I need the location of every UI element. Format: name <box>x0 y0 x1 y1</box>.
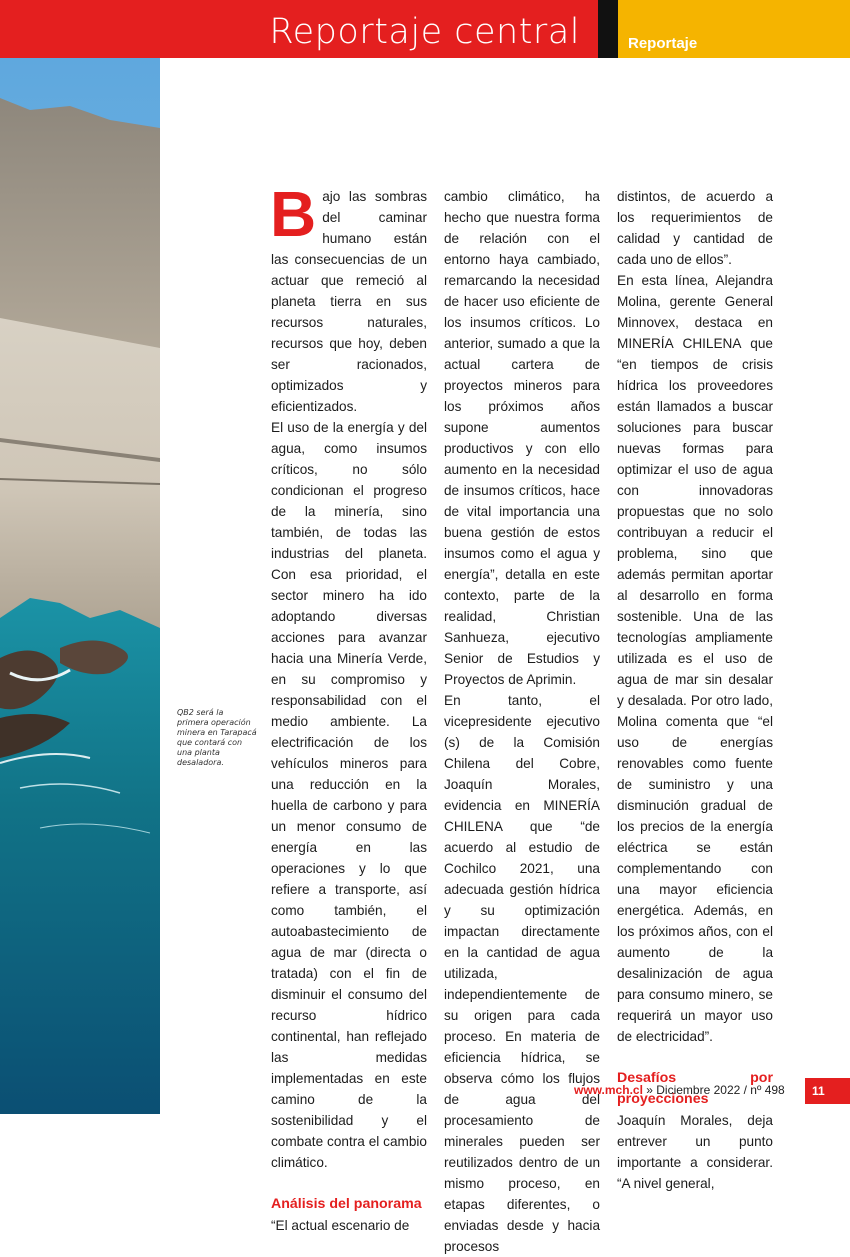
body-paragraph: En esta línea, Alejandra Molina, gerente General Minnovex, destaca en MINERÍA CHILENA que “en tiempos de crisis hídrica los proveedores están llamados a buscar soluciones para buscar nuevas formas para optimizar el uso de agua con innovadoras propuestas que no solo contribuyan a reducir el problema, sino que además permitan aportar al desarrollo en forma sostenible. Una de las tecnologías ampliamente utilizada es el uso de agua de mar sin desalar y desalada. Por otro lado, Molina comenta que “el uso de energías renovables como fuente de suministro y una disminución gradual de los precios de la energía eléctrica se están complementando con una mayor eficiencia energética. Además, en los próximos años, con el aumento de la desalinización de agua para consumo minero, se requerirá un mayor uso de electricidad”. <box>617 273 773 1044</box>
header-divider <box>598 0 618 58</box>
photo-illustration <box>0 58 160 1114</box>
drop-cap: B <box>270 178 317 250</box>
page-number: 11 <box>805 1078 850 1104</box>
article-column-3 <box>617 186 773 1194</box>
coastal-desert-photo <box>0 58 160 1114</box>
header-section-bar <box>618 0 850 58</box>
page-title: Reportaje central <box>269 12 580 52</box>
body-paragraph: El uso de la energía y del agua, como insumos críticos, no sólo condicionan el progreso de la minería, sino también, de todas las industrias del planeta. Con esa prioridad, el sector minero ha ido adoptando diversas acciones para avanzar hacia una Minería Verde, en su compromiso y responsabilidad con el medio ambiente. La electrificación de los vehículos mineros para una reducción en la huella de carbono y para un menor consumo de energía en las operaciones y lo que refiere a transporte, así como también, el autoabastecimiento de agua de mar (directa o tratada) con el fin de disminuir el consumo del recurso hídrico continental, han reflejado las medidas implementadas en este camino de la sostenibilidad y el combate contra el cambio climático. <box>271 420 427 1170</box>
intro-text: ajo las sombras del caminar humano están las consecuencias de un actuar que remeció al planeta tierra en sus recursos naturales, recursos que hoy, deben ser racionados, optimizados y eficientizados. <box>271 189 427 414</box>
paragraph-gap <box>617 1047 773 1068</box>
paragraph-gap <box>271 1173 427 1194</box>
footer-issue: » Diciembre 2022 / nº 498 <box>646 1083 785 1097</box>
page-footer <box>574 1083 785 1097</box>
body-paragraph: distintos, de acuerdo a los requerimientos de calidad y cantidad de cada uno de ellos”. <box>617 189 773 267</box>
photo-caption: QB2 será la primera operación minera en Tarapacá que contará con una planta desaladora. <box>177 708 257 767</box>
article-column-1 <box>270 178 427 1236</box>
body-paragraph: “El actual escenario de <box>271 1218 410 1233</box>
subheading-analisis: Análisis del panorama <box>271 1196 422 1212</box>
footer-url-link[interactable]: www.mch.cl <box>574 1083 643 1097</box>
section-label: Reportaje <box>628 35 698 52</box>
body-paragraph: En tanto, el vicepresidente ejecutivo (s) de la Comisión Chilena del Cobre, Joaquín Morales, evidencia en MINERÍA CHILENA que “de acuerdo al estudio de Cochilco 2021, una adecuada gestión hídrica y su optimización impactan directamente en la cantidad de agua utilizada, independientemente de su origen para cada proceso. En materia de eficiencia hídrica, se observa cómo los flujos de agua del procesamiento de minerales pueden ser reutilizados dentro de un mismo proceso, en etapas diferentes, o enviadas desde y hacia procesos <box>444 693 600 1254</box>
header-title-bar <box>0 0 598 58</box>
intro-paragraph <box>270 178 427 417</box>
body-paragraph: cambio climático, ha hecho que nuestra forma de relación con el entorno haya cambiado, remarcando la necesidad de hacer uso eficiente de los insumos críticos. Lo anterior, sumado a que la actual cartera de proyectos mineros para los próximos años supone aumentos productivos y con ello aumento en la necesidad de insumos críticos, hace de vital importancia una buena gestión de estos insumos como el agua y energía”, detalla en este contexto, parte de la realidad, Christian Sanhueza, ejecutivo Senior de Estudios y Proyectos de Aprimin. <box>444 189 600 687</box>
body-paragraph: Joaquín Morales, deja entrever un punto importante a considerar. “A nivel general, <box>617 1113 773 1191</box>
subheading-desafios: Desafíos por proyecciones <box>617 1070 773 1107</box>
